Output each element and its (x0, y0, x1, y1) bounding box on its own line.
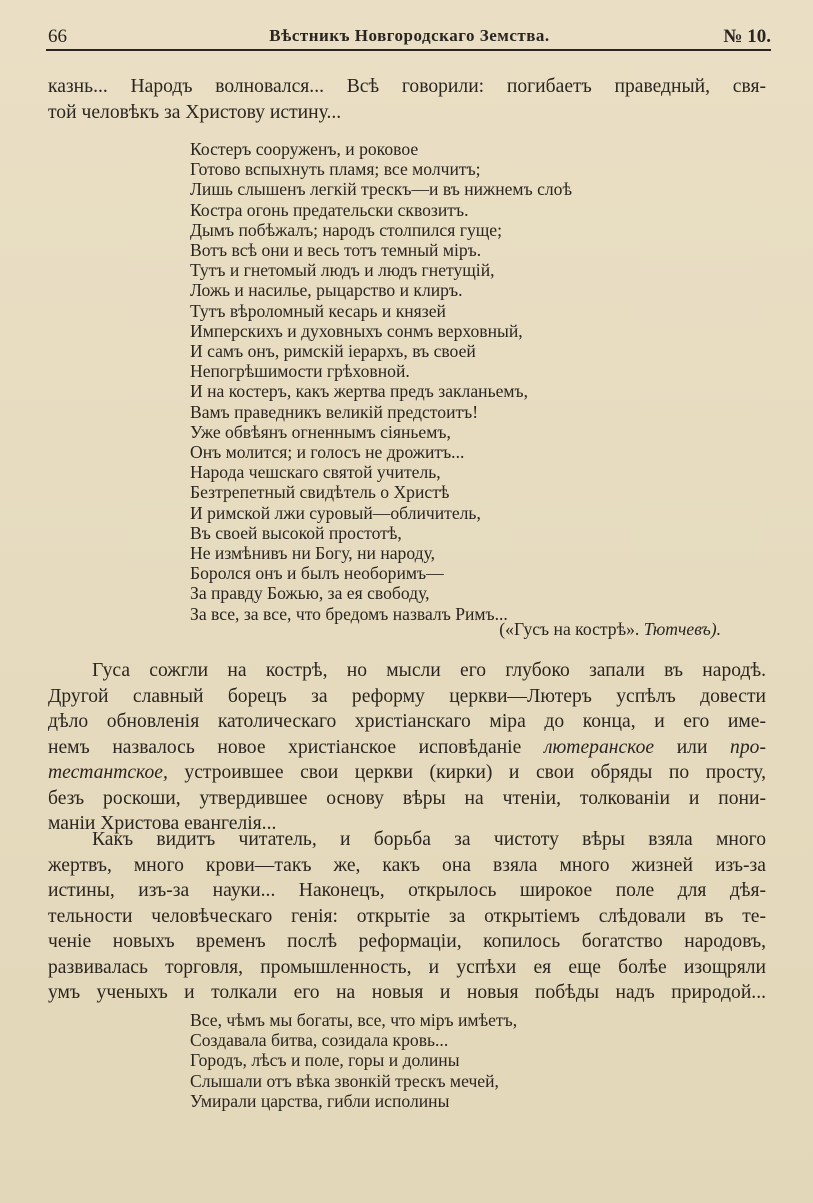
text-run: устроившее свои церкви (кирки) и свои обряды по просту, (184, 762, 766, 783)
text-line: той человѣкъ за Христову истину... (48, 101, 342, 123)
verse-line: Не измѣнивъ ни Богу, ни народу, (190, 543, 436, 564)
text-line: тельности человѣческаго генія: открытіе за открытіемъ слѣдовали въ те- (48, 905, 766, 927)
text-line: истины, изъ-за науки... Наконецъ, открылось широкое поле для дѣя- (48, 880, 766, 901)
text-line: дѣло обновленія католическаго христіанскаго міра до конца, и его име- (48, 711, 766, 732)
text-run: немъ назвалось новое христіанское исповѣданіе (48, 736, 522, 758)
verse-line: Безтрепетный свидѣтель о Христѣ (190, 482, 450, 503)
intro-paragraph (48, 74, 766, 125)
attribution-author: Тютчевъ). (643, 619, 721, 639)
text-line: ченіе новыхъ временъ послѣ реформаціи, копилось богатство народовъ, (48, 931, 766, 952)
text-line: Какъ видитъ читатель, и борьба за чистоту вѣры взяла много (92, 829, 766, 850)
verse-line: Боролся онъ и былъ необоримъ— (190, 563, 444, 584)
verse-line: Уже обвѣянъ огненнымъ сіяньемъ, (190, 421, 451, 442)
poem-attribution (499, 619, 721, 640)
emphasis-protestant-end: тестантское, (48, 762, 168, 783)
text-line: умъ ученыхъ и толкали его на новыя и новыя побѣды надъ природой... (48, 982, 766, 1003)
verse-line: Тутъ вѣроломный кесарь и князей (190, 300, 446, 321)
text-line: безъ роскоши, утвердившее основу вѣры на чтеніи, толкованіи и пони- (48, 787, 766, 809)
verse-line: Дымъ побѣжалъ; народъ столпился гуще; (190, 219, 502, 240)
text-line: жертвъ, много крови—такъ же, какъ она взяла много жизней изъ-за (48, 854, 766, 876)
verse-line: Лишь слышенъ легкій трескъ—и въ нижнемъ слоѣ (190, 179, 573, 200)
verse-line: Имперскихъ и духовныхъ сонмъ верховный, (190, 320, 523, 341)
verse-line: Все, чѣмъ мы богаты, все, что міръ имѣетъ, (190, 1010, 518, 1030)
verse-line: Городъ, лѣсъ и поле, горы и долины (190, 1050, 460, 1071)
attribution-title: («Гусъ на кострѣ». (499, 619, 640, 639)
verse-line: Народа чешскаго святой учитель, (190, 462, 441, 483)
text-run: или (676, 736, 708, 758)
verse-line: Костра огонь предательски сквозитъ. (190, 199, 469, 220)
text-line: Гуса сожгли на кострѣ, но мысли его глубоко запали въ народѣ. (92, 660, 766, 681)
verse-line: И на костеръ, какъ жертва предъ закланьемъ, (190, 381, 529, 402)
poem-wealth (190, 1010, 517, 1111)
paragraph-progress (48, 827, 766, 1006)
emphasis-protestant-start: про- (730, 736, 766, 758)
text-line: казнь... Народъ волновался... Всѣ говорили: погибаетъ праведный, свя- (48, 76, 766, 97)
text-line: Другой славный борецъ за реформу церкви—Лютеръ успѣлъ довести (48, 685, 766, 707)
verse-line: Непогрѣшимости грѣховной. (190, 361, 410, 382)
verse-line: Въ своей высокой простотѣ, (190, 522, 402, 543)
verse-line: Создавала битва, созидала кровь... (190, 1030, 449, 1051)
verse-line: Слышали отъ вѣка звонкій трескъ мечей, (190, 1070, 499, 1091)
text-line: развивалась торговля, промышленность, и успѣхи ея еще болѣе изощряли (48, 956, 766, 978)
verse-line: Онъ молится; и голосъ не дрожитъ... (190, 442, 465, 463)
text-line (48, 760, 766, 786)
verse-line: И самъ онъ, римскій іерархъ, въ своей (190, 341, 476, 362)
text-line: маніи Христова евангелія... (48, 813, 277, 834)
journal-title: Вѣстникъ Новгородскаго Земства. (269, 26, 550, 45)
verse-line: Вотъ всѣ они и весь тотъ темный міръ. (190, 240, 482, 261)
verse-line: Готово вспыхнуть пламя; все молчитъ; (190, 159, 481, 180)
verse-line: Вамъ праведникъ великій предстоитъ! (190, 401, 479, 422)
verse-line: За все, за все, что бредомъ назвалъ Римъ... (190, 603, 508, 624)
running-header (48, 26, 771, 50)
verse-line: Умирали царства, гибли исполины (190, 1090, 450, 1111)
text-line (48, 735, 766, 761)
issue-number: № 10. (723, 26, 771, 47)
verse-line: Тутъ и гнетомый людъ и людъ гнетущій, (190, 260, 495, 281)
verse-line: Ложь и насилье, рыцарство и клиръ. (190, 280, 463, 301)
verse-line: Костеръ сооруженъ, и роковое (190, 139, 419, 159)
emphasis-lutheran: лютеранское (543, 736, 655, 758)
paragraph-luther (48, 658, 766, 837)
verse-line: И римской лжи суровый—обличитель, (190, 502, 481, 523)
poem-hus (190, 139, 572, 624)
page-number: 66 (48, 26, 67, 47)
header-rule (46, 49, 771, 51)
verse-line: За правду Божью, за ея свободу, (190, 583, 430, 604)
